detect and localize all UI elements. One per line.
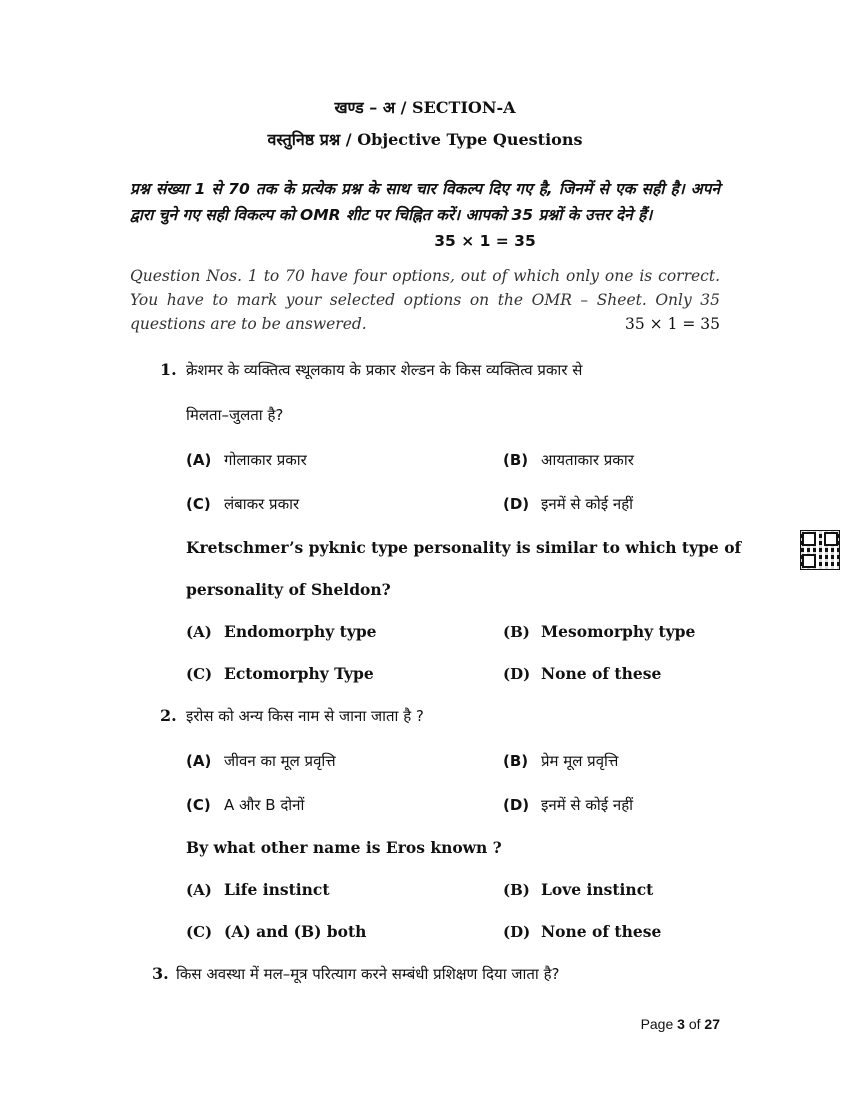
option-b: (B) प्रेम मूल प्रवृत्ति xyxy=(503,752,619,770)
option-d: (D) इनमें से कोई नहीं xyxy=(503,796,634,814)
option-d: (D) इनमें से कोई नहीं xyxy=(503,495,634,513)
qr-finder-top-left xyxy=(802,532,816,546)
option-a: (A) जीवन का मूल प्रवृत्ति xyxy=(186,752,336,770)
option-c: (C) Ectomorphy Type xyxy=(186,664,374,683)
page-number: Page 3 of 27 xyxy=(640,1016,720,1032)
instructions-english-text: Question Nos. 1 to 70 have four options, out of which only one is correct. You have to mark your selected options on the OMR – Sheet. Only 35 questions are to be answered. xyxy=(130,267,720,333)
option-b: (B) Mesomorphy type xyxy=(503,622,696,641)
instructions-hindi-marks: 35 × 1 = 35 xyxy=(434,232,536,250)
section-title: खण्ड – अ / SECTION-A xyxy=(334,98,516,117)
option-c: (C) A और B दोनों xyxy=(186,796,305,814)
question-text-hindi-cont: मिलता–जुलता है? xyxy=(186,406,284,424)
option-d: (D) None of these xyxy=(503,664,662,683)
option-a: (A) Endomorphy type xyxy=(186,622,377,641)
section-subtitle: वस्तुनिष्ठ प्रश्न / Objective Type Questions xyxy=(267,130,583,149)
question-text-hindi: क्रेशमर के व्यक्तित्व स्थूलकाय के प्रकार शेल्डन के किस व्यक्तित्व प्रकार से xyxy=(186,361,583,379)
option-b: (B) Love instinct xyxy=(503,880,654,899)
option-d: (D) None of these xyxy=(503,922,662,941)
question-text-english: Kretschmer’s pyknic type personality is similar to which type of xyxy=(186,538,742,557)
question-number: 1. xyxy=(160,360,177,379)
instructions-hindi xyxy=(130,176,720,254)
qr-finder-bottom-left xyxy=(802,554,816,568)
question-text-english: By what other name is Eros known ? xyxy=(186,838,502,857)
option-b: (B) आयताकार प्रकार xyxy=(503,451,634,469)
option-a: (A) गोलाकार प्रकार xyxy=(186,451,307,469)
instructions-hindi-text: प्रश्न संख्या 1 से 70 तक के प्रत्येक प्रश्न के साथ चार विकल्प दिए गए है, जिनमें से एक सही है। अपने द्वारा चुने गए सही विकल्प को OMR शीट पर चिह्नित करें। आपको 35 प्रश्नों के उत्तर देने हैं। xyxy=(130,180,720,224)
question-number: 3. xyxy=(152,964,169,983)
question-text-hindi: किस अवस्था में मल–मूत्र परित्याग करने सम्बंधी प्रशिक्षण दिया जाता है? xyxy=(176,965,560,983)
question-text-hindi: इरोस को अन्य किस नाम से जाना जाता है ? xyxy=(186,707,424,725)
qr-code xyxy=(800,530,840,570)
question-number: 2. xyxy=(160,706,177,725)
option-c: (C) (A) and (B) both xyxy=(186,922,367,941)
instructions-english-marks: 35 × 1 = 35 xyxy=(625,315,720,333)
instructions-english xyxy=(130,264,720,336)
option-c: (C) लंबाकर प्रकार xyxy=(186,495,300,513)
qr-finder-top-right xyxy=(824,532,838,546)
option-a: (A) Life instinct xyxy=(186,880,330,899)
question-text-english-cont: personality of Sheldon? xyxy=(186,580,391,599)
